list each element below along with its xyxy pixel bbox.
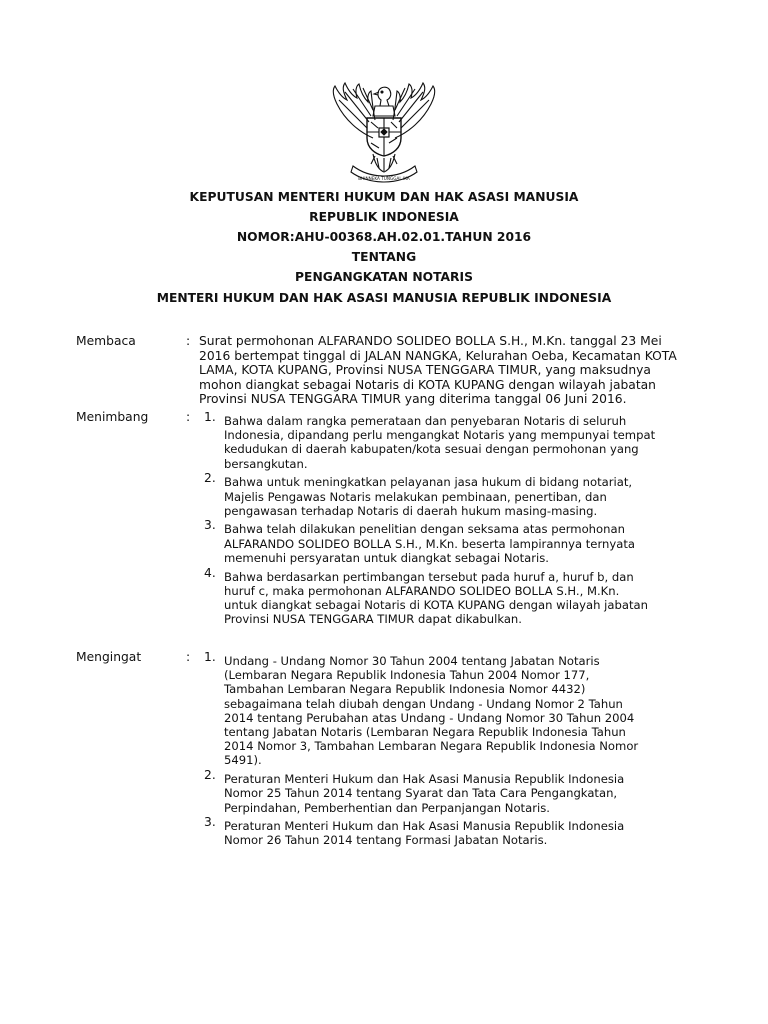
item-line: pengawasan terhadap Notaris di daerah hukum masing-masing. bbox=[224, 503, 598, 518]
mengingat-label: Mengingat bbox=[76, 650, 142, 664]
title-subject: PENGANGKATAN NOTARIS bbox=[295, 270, 473, 284]
garuda-emblem-icon bbox=[323, 80, 445, 188]
item-number: 1. bbox=[204, 650, 216, 664]
item-line: Peraturan Menteri Hukum dan Hak Asasi Manusia Republik Indonesia bbox=[224, 819, 625, 834]
item-line: Tambahan Lembaran Negara Republik Indonesia Nomor 4432) bbox=[224, 682, 586, 697]
item-number: 4. bbox=[204, 565, 216, 580]
decree-number: NOMOR:AHU-00368.AH.02.01.TAHUN 2016 bbox=[236, 230, 532, 244]
membaca-line: Provinsi NUSA TENGGARA TIMUR yang diterima tanggal 06 Juni 2016. bbox=[199, 392, 627, 407]
menimbang-item bbox=[199, 410, 699, 471]
membaca-colon: : bbox=[186, 334, 191, 348]
item-number: 2. bbox=[204, 471, 216, 486]
mengingat-item bbox=[199, 815, 699, 848]
item-line: memenuhi persyaratan untuk diangkat sebagai Notaris. bbox=[224, 550, 549, 565]
membaca-line: Surat permohonan ALFARANDO SOLIDEO BOLLA S.H., M.Kn. tanggal 23 Mei bbox=[199, 334, 662, 348]
item-line: untuk diangkat sebagai Notaris di KOTA KUPANG dengan wilayah jabatan bbox=[224, 597, 648, 612]
membaca-line: 2016 bertempat tinggal di JALAN NANGKA, Kelurahan Oeba, Kecamatan KOTA bbox=[199, 348, 677, 363]
item-line: Bahwa telah dilakukan penelitian dengan seksama atas permohonan bbox=[224, 522, 625, 537]
item-number: 1. bbox=[204, 410, 216, 424]
item-line: Undang - Undang Nomor 30 Tahun 2004 tentang Jabatan Notaris bbox=[224, 654, 600, 668]
item-number: 2. bbox=[204, 768, 216, 783]
menimbang-colon: : bbox=[186, 410, 191, 424]
item-line: sebagaimana telah diubah dengan Undang - Undang Nomor 2 Tahun bbox=[224, 696, 623, 711]
membaca-label: Membaca bbox=[76, 334, 136, 348]
item-line: 2014 Nomor 3, Tambahan Lembaran Negara Republik Indonesia Nomor bbox=[224, 739, 639, 754]
menimbang-item bbox=[199, 518, 699, 565]
menimbang-label: Menimbang bbox=[76, 410, 149, 424]
item-line: ALFARANDO SOLIDEO BOLLA S.H., M.Kn. beserta lampirannya ternyata bbox=[224, 536, 635, 551]
item-line: 2014 tentang Perubahan atas Undang - Undang Nomor 30 Tahun 2004 bbox=[224, 710, 635, 725]
item-line: Bahwa berdasarkan pertimbangan tersebut pada huruf a, huruf b, dan bbox=[224, 569, 634, 584]
title-issuer: MENTERI HUKUM DAN HAK ASASI MANUSIA REPUBLIK INDONESIA bbox=[156, 291, 612, 305]
menimbang-item bbox=[199, 565, 699, 627]
item-line: huruf c, maka permohonan ALFARANDO SOLIDEO BOLLA S.H., M.Kn. bbox=[224, 583, 620, 598]
item-line: Indonesia, dipandang perlu mengangkat Notaris yang mempunyai tempat bbox=[224, 428, 656, 443]
mengingat-item bbox=[199, 768, 699, 815]
item-line: Nomor 25 Tahun 2014 tentang Syarat dan Tata Cara Pengangkatan, bbox=[224, 786, 618, 801]
menimbang-list bbox=[199, 410, 699, 631]
item-line: Perpindahan, Pemberhentian dan Perpanjangan Notaris. bbox=[224, 800, 550, 815]
item-line: bersangkutan. bbox=[224, 456, 308, 471]
item-line: Peraturan Menteri Hukum dan Hak Asasi Manusia Republik Indonesia bbox=[224, 772, 625, 787]
title-line-1: KEPUTUSAN MENTERI HUKUM DAN HAK ASASI MANUSIA bbox=[189, 190, 579, 204]
item-line: Bahwa dalam rangka pemerataan dan penyebaran Notaris di seluruh bbox=[224, 414, 627, 428]
item-line: Bahwa untuk meningkatkan pelayanan jasa hukum di bidang notariat, bbox=[224, 475, 633, 490]
item-line: (Lembaran Negara Republik Indonesia Tahun 2004 Nomor 177, bbox=[224, 668, 590, 683]
item-line: 5491). bbox=[224, 753, 262, 768]
item-line: Majelis Pengawas Notaris melakukan pembinaan, penertiban, dan bbox=[224, 489, 607, 504]
mengingat-colon: : bbox=[186, 650, 191, 664]
title-tentang: TENTANG bbox=[351, 250, 417, 264]
membaca-text bbox=[199, 334, 697, 407]
item-line: Provinsi NUSA TENGGARA TIMUR dapat dikabulkan. bbox=[224, 612, 522, 627]
membaca-line: mohon diangkat sebagai Notaris di KOTA KUPANG dengan wilayah jabatan bbox=[199, 377, 656, 392]
item-line: kedudukan di daerah kabupaten/kota sesuai dengan permohonan yang bbox=[224, 442, 639, 457]
menimbang-item bbox=[199, 471, 699, 518]
membaca-line: LAMA, KOTA KUPANG, Provinsi NUSA TENGGARA TIMUR, yang maksudnya bbox=[199, 363, 651, 378]
item-number: 3. bbox=[204, 518, 216, 533]
title-line-2: REPUBLIK INDONESIA bbox=[309, 210, 459, 224]
item-number: 3. bbox=[204, 815, 216, 830]
mengingat-item bbox=[199, 650, 699, 768]
mengingat-list bbox=[199, 650, 699, 852]
item-line: tentang Jabatan Notaris (Lembaran Negara Republik Indonesia Tahun bbox=[224, 725, 626, 740]
emblem-motto: BHINNEKA TUNGGAL IKA bbox=[358, 176, 410, 181]
item-line: Nomor 26 Tahun 2014 tentang Formasi Jabatan Notaris. bbox=[224, 833, 548, 848]
